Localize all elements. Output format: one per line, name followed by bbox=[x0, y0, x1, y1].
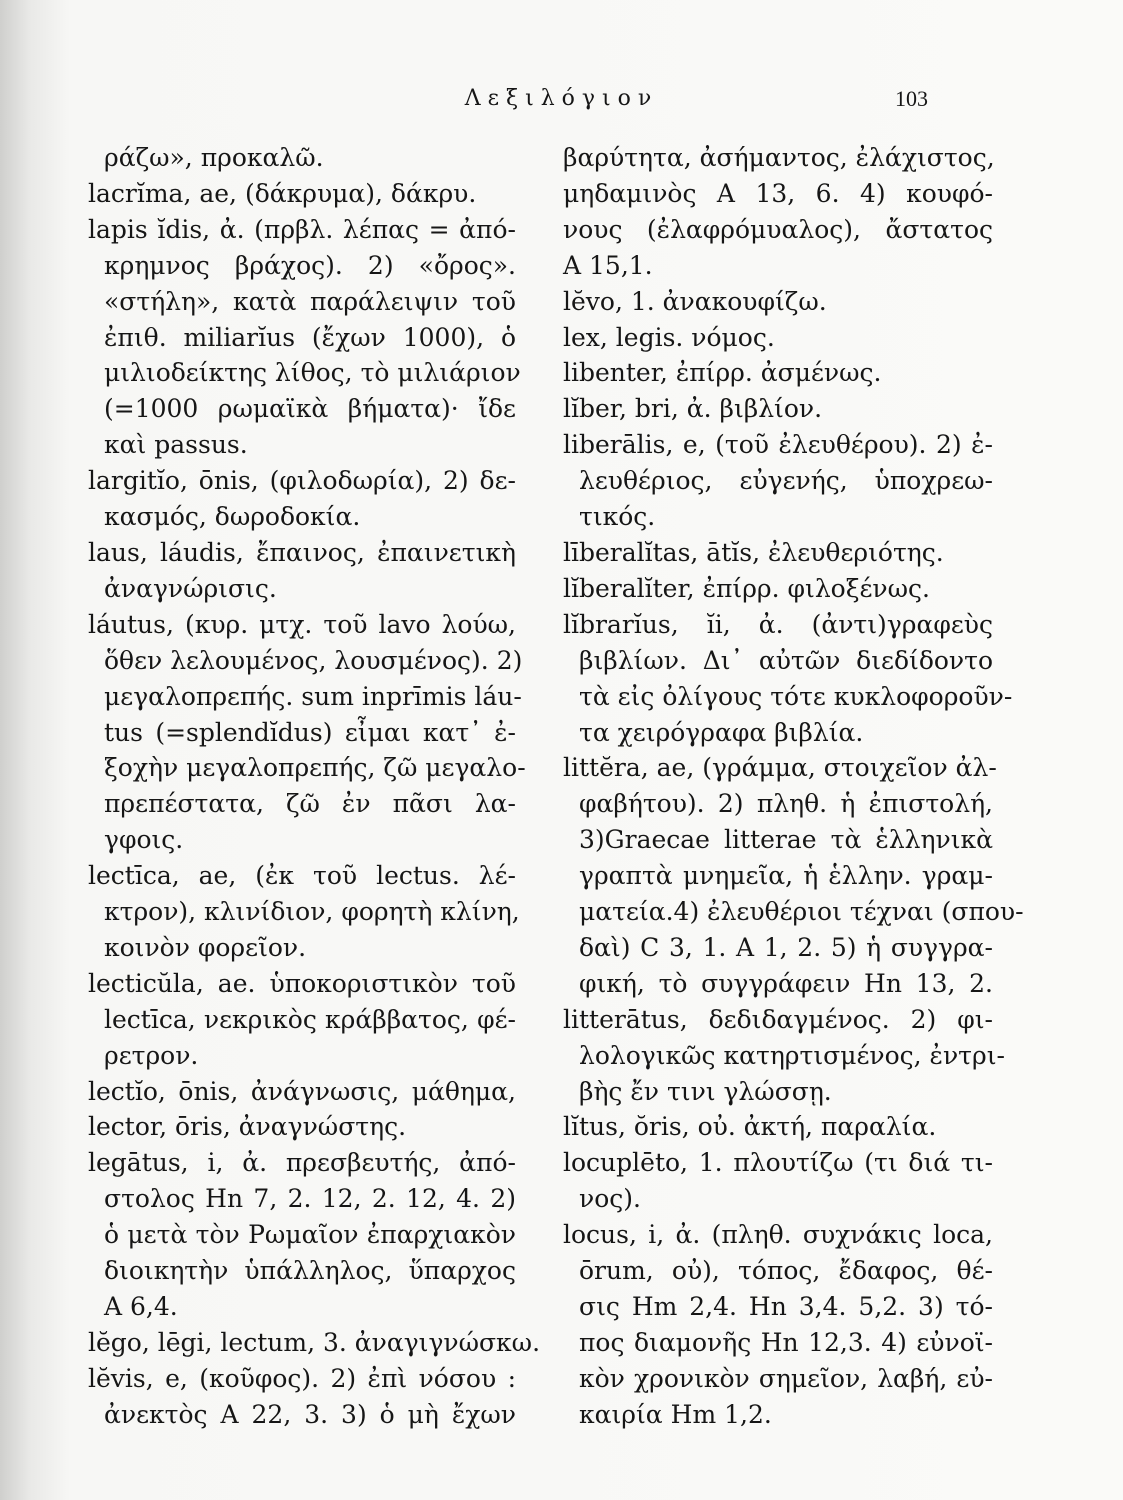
dictionary-line: λευθέριος, εὐγενής, ὑποχρεω- bbox=[579, 466, 993, 496]
dictionary-line: ἀνεκτὸς A 22, 3. 3) ὁ μὴ ἔχων bbox=[104, 1399, 516, 1429]
dictionary-line: liberālis, e, (τοῦ ἐλευθέρου). 2) ἐ- bbox=[563, 430, 993, 460]
dictionary-line: littĕra, ae, (γράμμα, στοιχεῖον ἀλ- bbox=[563, 753, 997, 783]
dictionary-line: ἐπιθ. miliarĭus (ἔχων 1000), ὁ bbox=[104, 322, 516, 352]
dictionary-line: tus (=splendĭdus) εἶμαι κατ᾽ ἐ- bbox=[104, 717, 516, 747]
dictionary-line: ρετρον. bbox=[104, 1040, 199, 1070]
dictionary-line: καὶ passus. bbox=[104, 430, 248, 460]
dictionary-line: lapis ĭdis, ἀ. (πρβλ. λέπας = ἀπό- bbox=[88, 214, 516, 244]
dictionary-line: δαὶ) C 3, 1. A 1, 2. 5) ἡ συγγρα- bbox=[579, 932, 993, 962]
dictionary-line: lĕvo, 1. ἀνακουφίζω. bbox=[563, 286, 827, 316]
dictionary-line: γραπτὰ μνημεῖα, ἡ ἑλλην. γραμ- bbox=[579, 861, 993, 891]
dictionary-line: στολος Hn 7, 2. 12, 2. 12, 4. 2) bbox=[104, 1184, 516, 1214]
dictionary-line: lectīca, νεκρικὸς κράββατος, φέ- bbox=[104, 1004, 516, 1034]
dictionary-line: lĭberalĭter, ἐπίρρ. φιλοξένως. bbox=[563, 573, 930, 603]
dictionary-line: libenter, ἐπίρρ. ἀσμένως. bbox=[563, 358, 882, 388]
dictionary-line: βαρύτητα, ἀσήμαντος, ἐλάχιστος, bbox=[563, 143, 995, 172]
dictionary-line: κοινὸν φορεῖον. bbox=[104, 932, 307, 962]
dictionary-line: τὰ εἰς ὀλίγους τότε κυκλοφοροῦν- bbox=[579, 681, 1013, 711]
dictionary-line: A 15,1. bbox=[563, 250, 653, 280]
dictionary-line: lĭtus, ŏris, οὐ. ἀκτή, παραλία. bbox=[563, 1112, 937, 1142]
dictionary-line: «στήλη», κατὰ παράλειψιν τοῦ bbox=[104, 286, 516, 316]
dictionary-line: ξοχὴν μεγαλοπρεπής, ζῶ μεγαλο- bbox=[104, 753, 526, 783]
dictionary-line: láutus, (κυρ. μτχ. τοῦ lavo λούω, bbox=[88, 609, 516, 639]
dictionary-line: ράζω», προκαλῶ. bbox=[104, 143, 324, 172]
dictionary-line: locuplēto, 1. πλουτίζω (τι διά τι- bbox=[563, 1148, 993, 1178]
dictionary-line: ὁ μετὰ τὸν Ρωμαῖον ἐπαρχιακὸν bbox=[104, 1220, 516, 1250]
dictionary-line: lector, ōris, ἀναγνώστης. bbox=[88, 1112, 407, 1142]
dictionary-line: καιρία Hm 1,2. bbox=[579, 1399, 772, 1429]
dictionary-line: λολογικῶς κατηρτισμένος, ἐντρι- bbox=[579, 1040, 1005, 1070]
dictionary-line: A 6,4. bbox=[104, 1292, 178, 1321]
dictionary-line: lĭbrarĭus, ĭi, ἀ. (ἀντι)γραφεὺς bbox=[563, 609, 993, 639]
dictionary-line: laus, láudis, ἔπαινος, ἐπαινετικὴ bbox=[88, 537, 516, 567]
dictionary-line: φαβήτου). 2) πληθ. ἡ ἐπιστολή, bbox=[579, 789, 993, 819]
dictionary-line: κὸν χρονικὸν σημεῖον, λαβή, εὐ- bbox=[579, 1363, 993, 1393]
dictionary-line: lĭber, bri, ἀ. βιβλίον. bbox=[563, 394, 823, 424]
dictionary-line: τα χειρόγραφα βιβλία. bbox=[579, 717, 864, 747]
dictionary-line: legātus, i, ἀ. πρεσβευτής, ἀπό- bbox=[88, 1148, 516, 1178]
dictionary-line: (=1000 ρωμαϊκὰ βήματα)· ἴδε bbox=[104, 394, 516, 424]
dictionary-line: φική, τὸ συγγράφειν Hn 13, 2. bbox=[579, 968, 993, 998]
dictionary-line: γφοις. bbox=[104, 825, 184, 855]
dictionary-line: lĕvis, e, (κοῦφος). 2) ἐπὶ νόσου : bbox=[88, 1363, 516, 1393]
dictionary-line: līberalĭtas, ātĭs, ἐλευθεριότης. bbox=[563, 537, 944, 567]
dictionary-line: largitĭo, ōnis, (φιλοδωρία), 2) δε- bbox=[88, 466, 516, 496]
left-column bbox=[88, 140, 541, 1433]
dictionary-line: lacrĭma, ae, (δάκρυμα), δάκρυ. bbox=[88, 178, 477, 208]
dictionary-line: μηδαμινὸς A 13, 6. 4) κουφό- bbox=[563, 178, 993, 208]
dictionary-line: κτρον), κλινίδιον, φορητὴ κλίνη, bbox=[104, 897, 520, 927]
dictionary-line: ōrum, οὐ), τόπος, ἔδαφος, θέ- bbox=[579, 1256, 993, 1286]
dictionary-line: νους (ἐλαφρόμυαλος), ἄστατος bbox=[563, 214, 993, 244]
dictionary-line: locus, i, ἀ. (πληθ. συχνάκις loca, bbox=[563, 1220, 993, 1250]
dictionary-line: lectĭo, ōnis, ἀνάγνωσις, μάθημα, bbox=[88, 1076, 516, 1106]
dictionary-line: lectīca, ae, (ἐκ τοῦ lectus. λέ- bbox=[88, 861, 516, 891]
dictionary-line: μιλιοδείκτης λίθος, τὸ μιλιάριον bbox=[104, 358, 521, 388]
dictionary-line: νος). bbox=[579, 1184, 641, 1214]
dictionary-line: κρημνος βράχος). 2) «ὄρος». bbox=[104, 250, 516, 280]
dictionary-line: πρεπέστατα, ζῶ ἐν πᾶσι λα- bbox=[104, 789, 516, 819]
dictionary-line: βιβλίων. Δι᾽ αὐτῶν διεδίδοντο bbox=[579, 645, 993, 675]
dictionary-line: κασμός, δωροδοκία. bbox=[104, 502, 361, 532]
dictionary-line: lex, legis. νόμος. bbox=[563, 322, 775, 352]
page-number: 103 bbox=[895, 86, 928, 111]
dictionary-line: ματεία.4) ἐλευθέριοι τέχναι (σπου- bbox=[579, 897, 1024, 927]
right-column bbox=[563, 140, 1024, 1433]
running-header-title: Λεξιλόγιον bbox=[464, 86, 659, 111]
dictionary-line: litterātus, δεδιδαγμένος. 2) φι- bbox=[563, 1004, 993, 1034]
dictionary-line: διοικητὴν ὑπάλληλος, ὕπαρχος bbox=[104, 1256, 516, 1286]
dictionary-line: μεγαλοπρεπής. sum inprīmis láu- bbox=[104, 681, 522, 711]
dictionary-line: πος διαμονῆς Hn 12,3. 4) εὐνοϊ- bbox=[579, 1327, 993, 1357]
dictionary-line: σις Hm 2,4. Hn 3,4. 5,2. 3) τό- bbox=[579, 1292, 993, 1321]
dictionary-line: 3)Graecae litterae τὰ ἑλληνικὰ bbox=[579, 825, 993, 855]
dictionary-line: lecticŭla, ae. ὑποκοριστικὸν τοῦ bbox=[88, 968, 516, 998]
dictionary-line: τικός. bbox=[579, 502, 656, 532]
dictionary-line: βὴς ἔν τινι γλώσσῃ. bbox=[579, 1076, 832, 1106]
dictionary-line: ἀναγνώρισις. bbox=[104, 573, 277, 603]
dictionary-line: ὅθεν λελουμένος, λουσμένος). 2) bbox=[104, 645, 523, 675]
dictionary-line: lĕgo, lēgi, lectum, 3. ἀναγιγνώσκω. bbox=[88, 1327, 541, 1357]
